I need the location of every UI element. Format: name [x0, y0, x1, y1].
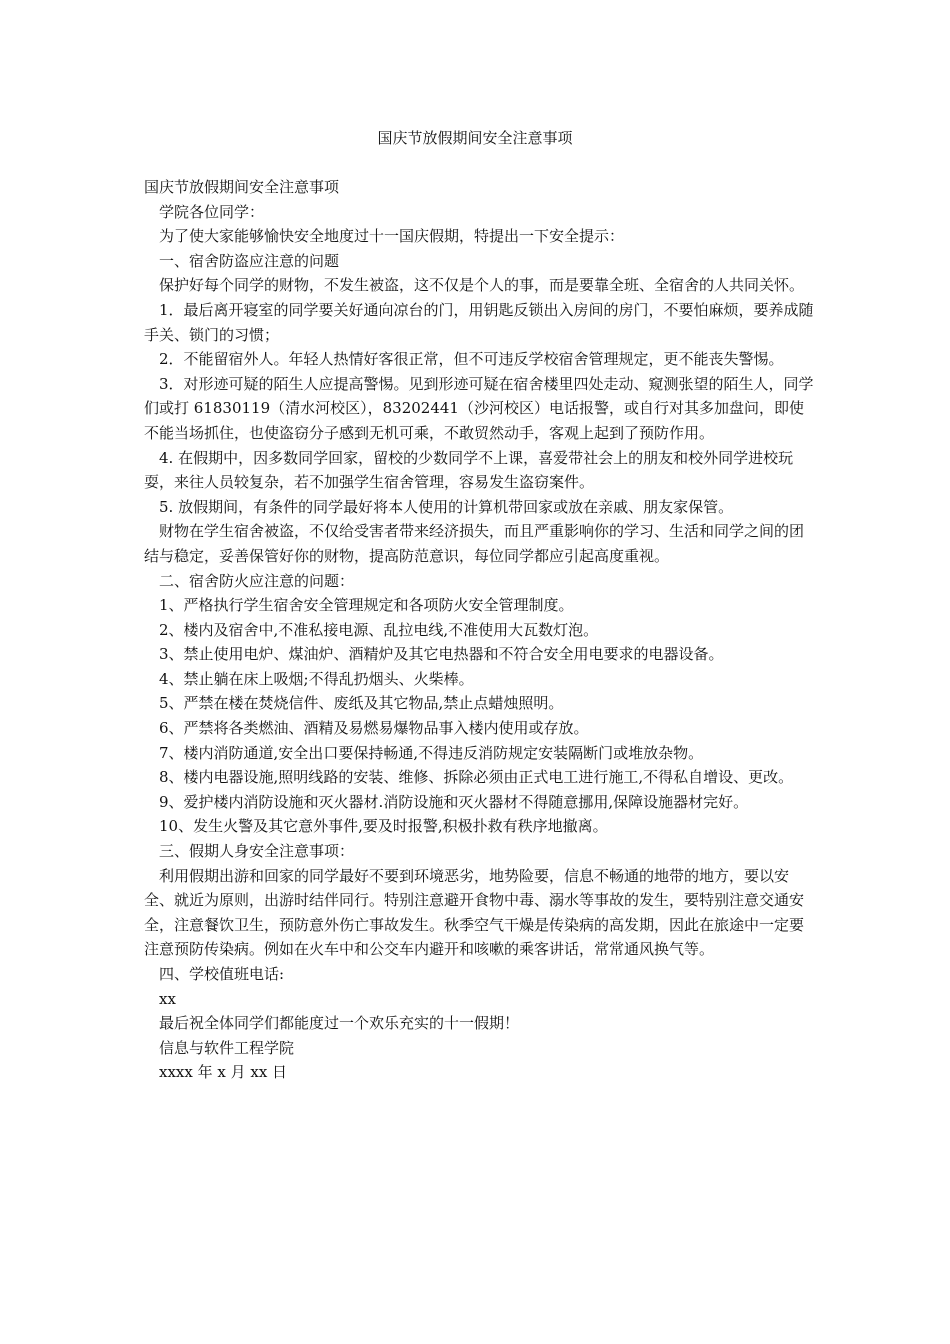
paragraph: 4. 在假期中，因多数同学回家，留校的少数同学不上课，喜爱带社会上的朋友和校外同学进校玩耍，来往人员较复杂，若不加强学生宿舍管理，容易发生盗窃案件。 — [144, 448, 794, 492]
paragraph: 3．对形迹可疑的陌生人应提高警惕。见到形迹可疑在宿舍楼里四处走动、窥测张望的陌生人，同学们或打 61830119（清水河校区），83202441（沙河校区）电话报警，或自行对其多加盘问，即使不能当场抓住，也使盗窃分子感到无机可乘，不敢贸然动手，客观上起到了预防作用。 — [144, 374, 814, 442]
document-title: 国庆节放假期间安全注意事项 — [377, 129, 573, 147]
paragraph: 二、宿舍防火应注意的问题： — [159, 571, 355, 590]
paragraph: 财物在学生宿舍被盗，不仅给受害者带来经济损失，而且严重影响你的学习、生活和同学之间的团结与稳定，妥善保管好你的财物，提高防范意识，每位同学都应引起高度重视。 — [144, 522, 805, 565]
paragraph: 学院各位同学： — [159, 202, 265, 221]
paragraph: 7、楼内消防通道,安全出口要保持畅通,不得违反消防规定安装隔断门或堆放杂物。 — [159, 743, 704, 762]
paragraph: 1．最后离开寝室的同学要关好通向凉台的门，用钥匙反锁出入房间的房门，不要怕麻烦，要养成随手关、锁门的习惯； — [144, 300, 814, 344]
paragraph: 1、严格执行学生宿舍安全管理规定和各项防火安全管理制度。 — [159, 596, 574, 615]
paragraph: xx — [159, 989, 176, 1008]
paragraph: 5. 放假期间，有条件的同学最好将本人使用的计算机带回家或放在亲戚、朋友家保管。 — [159, 497, 734, 516]
paragraph: 9、爱护楼内消防设施和灭火器材.消防设施和灭火器材不得随意挪用,保障设施器材完好。 — [159, 792, 749, 811]
paragraph: 保护好每个同学的财物，不发生被盗，这不仅是个人的事，而是要靠全班、全宿舍的人共同关怀。 — [159, 276, 805, 295]
paragraph: 6、严禁将各类燃油、酒精及易燃易爆物品事入楼内使用或存放。 — [159, 719, 589, 738]
paragraph: xxxx 年 x 月 xx 日 — [159, 1063, 288, 1082]
paragraph: 为了使大家能够愉快安全地度过十一国庆假期，特提出一下安全提示： — [159, 227, 625, 246]
paragraph: 最后祝全体同学们都能度过一个欢乐充实的十一假期！ — [159, 1014, 520, 1033]
paragraph: 2．不能留宿外人。年轻人热情好客很正常，但不可违反学校宿舍管理规定，更不能丧失警惕。 — [159, 350, 784, 369]
document-body — [144, 175, 814, 1085]
paragraph: 四、学校值班电话: — [159, 965, 285, 983]
paragraph: 国庆节放假期间安全注意事项 — [144, 178, 340, 196]
paragraph: 3、禁止使用电炉、煤油炉、酒精炉及其它电热器和不符合安全用电要求的电器设备。 — [159, 645, 724, 664]
paragraph: 一、宿舍防盗应注意的问题 — [159, 251, 340, 270]
paragraph: 三、假期人身安全注意事项： — [159, 842, 355, 861]
paragraph: 2、楼内及宿舍中,不准私接电源、乱拉电线,不准使用大瓦数灯泡。 — [159, 620, 599, 639]
paragraph: 5、严禁在楼在焚烧信件、废纸及其它物品,禁止点蜡烛照明。 — [159, 694, 564, 713]
paragraph: 信息与软件工程学院 — [159, 1038, 295, 1057]
paragraph: 4、禁止躺在床上吸烟;不得乱扔烟头、火柴棒。 — [159, 669, 474, 688]
paragraph: 10、发生火警及其它意外事件,要及时报警,积极扑救有秩序地撤离。 — [159, 817, 608, 836]
paragraph: 8、楼内电器设施,照明线路的安装、维修、拆除必须由正式电工进行施工,不得私自增设、更改。 — [159, 768, 794, 787]
paragraph: 利用假期出游和回家的同学最好不要到环境恶劣，地势险要，信息不畅通的地带的地方，要以安全、就近为原则，出游时结伴同行。特别注意避开食物中毒、溺水等事故的发生，要特别注意交通安全，注意餐饮卫生，预防意外伤亡事故发生。秋季空气干燥是传染病的高发期，因此在旅途中一定要注意预防传染病。例如在火车中和公交车内避开和咳嗽的乘客讲话，常常通风换气等。 — [144, 866, 805, 959]
